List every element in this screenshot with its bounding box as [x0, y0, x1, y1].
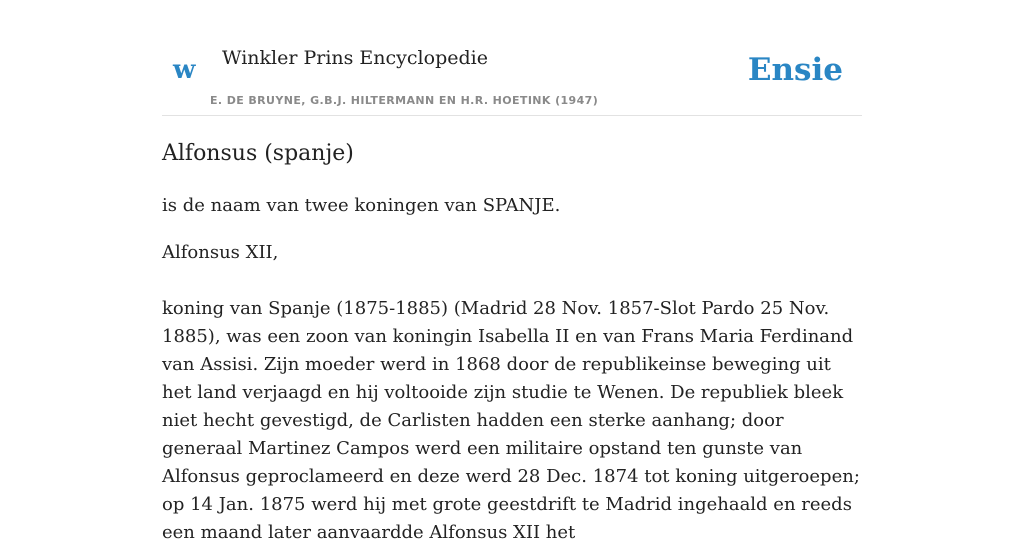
site-subtitle: E. DE BRUYNE, G.B.J. HILTERMANN EN H.R. HOETINK (1947) [210, 94, 599, 107]
article-body: koning van Spanje (1875-1885) (Madrid 28 Nov. 1857-Slot Pardo 25 Nov. 1885), was een zoon van koningin Isabella II en van Frans Maria Ferdinand van Assisi. Zijn moeder werd in 1868 door de republikeinse beweging uit het land verjaagd en hij voltooide zijn studie te Wenen. De republiek bleek niet hecht gevestigd, de Carlisten hadden een sterke aanhang; door generaal Martinez Campos werd een militaire opstand ten gunste van Alfonsus geproclameerd en deze werd 28 Dec. 1874 tot koning uitgeroepen; op 14 Jan. 1875 werd hij met grote geestdrift te Madrid ingehaald en reeds een maand later aanvaardde Alfonsus XII het [162, 298, 860, 543]
article-subhead: Alfonsus XII, [162, 242, 279, 263]
site-logo[interactable]: w [173, 55, 196, 85]
article [162, 138, 862, 547]
article-title: Alfonsus (spanje) [162, 141, 354, 166]
site-header [162, 0, 862, 116]
brand-logo[interactable]: Ensie [747, 52, 843, 88]
site-title[interactable]: Winkler Prins Encyclopedie [222, 47, 488, 69]
article-intro: is de naam van twee koningen van SPANJE. [162, 195, 561, 216]
